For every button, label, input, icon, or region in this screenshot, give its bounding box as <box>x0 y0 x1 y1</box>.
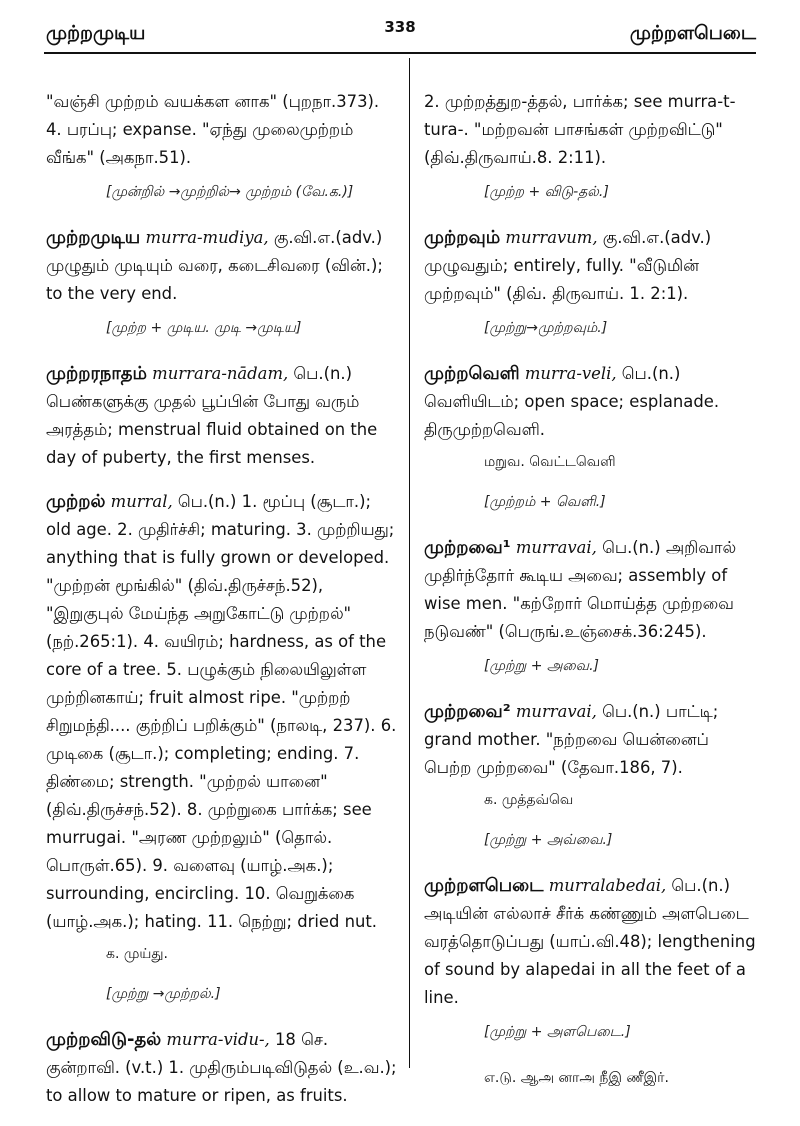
column-divider <box>409 58 410 1068</box>
page-number: 338 <box>384 18 416 36</box>
headword: முற்றல் <box>46 491 106 512</box>
running-head-left: முற்றமுடிய <box>46 22 146 44</box>
etymology: [முற்று + அளபெடை.] <box>484 1024 631 1040</box>
definition: கு.வி.எ.(adv.) முழுவதும்; entirely, fully. "வீடுமின் முற்றவும்" (திவ். திருவாய். 1. 2:1). <box>424 228 712 303</box>
cognate: க. முத்தவ்வெ <box>484 792 574 808</box>
etymology: [முற்று + அவை.] <box>484 658 599 674</box>
dictionary-entry <box>424 360 760 516</box>
dictionary-entry <box>46 1026 398 1110</box>
transliteration: murravum, <box>505 228 598 247</box>
definition: பெ.(n.) வெளியிடம்; open space; esplanade. திருமுற்றவெளி. <box>424 364 720 439</box>
etymology: [முற்று→முற்றவும்.] <box>484 320 608 336</box>
headword: முற்றரநாதம் <box>46 363 147 384</box>
definition: 18 செ. குன்றாவி. (v.t.) 1. முதிரும்படிவிடுதல் (உ.வ.); to allow to mature or ripen, as fruits. <box>46 1030 397 1105</box>
dictionary-entry <box>46 488 398 1008</box>
headword: முற்றமுடிய <box>46 227 141 248</box>
etymology: [முற்றம் + வெளி.] <box>484 494 606 510</box>
transliteration: murral, <box>110 492 173 511</box>
example: எ.டு. ஆஅ னாஅ நீஇ ணீஇர். <box>484 1070 669 1086</box>
transliteration: murravai, <box>515 702 597 721</box>
transliteration: murra-mudiya, <box>145 228 269 247</box>
definition: பெ.(n.) பாட்டி; grand mother. "நற்றவை யென்னைப் பெற்ற முற்றவை" (தேவா.186, 7). <box>424 702 719 777</box>
transliteration: murra-vidu-, <box>166 1030 270 1049</box>
dictionary-entry <box>424 534 760 680</box>
headword: முற்றவிடு-தல் <box>46 1029 162 1050</box>
definition: பெ.(n.) 1. மூப்பு (சூடா.); old age. 2. முதிர்ச்சி; maturing. 3. முற்றியது; anything that is fully grown or developed. "முற்றன் மூங்கில்" (திவ்.திருச்சந்.52), "இறுகுபுல் மேய்ந்த அறுகோட்டு முற்றல்" (நற்.265:1). 4. வயிரம்; hardness, as of the core of a tree. 5. பழுக்கும் நிலையிலுள்ள முற்றினகாய்; fruit almost ripe. "முற்றற் சிறுமந்தி.... குற்றிப் பறிக்கும்" (நாலடி, 237). 6. முடிகை (சூடா.); completing; ending. 7. திண்மை; strength. "முற்றல் யானை" (திவ்.திருச்சந்.52). 8. முற்றுகை பார்க்க; see murrugai. "அரண முற்றலும்" (தொல். பொருள்.65). 9. வளைவு (யாழ்.அக.); surrounding, encircling. 10. வெறுக்கை (யாழ்.அக.); hating. 11. நெற்று; dried nut. <box>46 492 397 931</box>
dictionary-entry <box>46 360 398 472</box>
definition: பெ.(n.) அடியின் எல்லாச் சீர்க் கண்ணும் அளபெடை வரத்தொடுப்பது (யாப்.வி.48); lengthening of sound by alapedai in all the feet of a line. <box>424 876 756 1007</box>
dictionary-entry <box>46 224 398 342</box>
etymology: [முற்று →முற்றல்.] <box>106 986 221 1002</box>
running-head-right: முற்றளபெடை <box>629 22 756 44</box>
transliteration: murravai, <box>515 538 597 557</box>
etymology: [முற்ற + விடு-தல்.] <box>484 184 609 200</box>
headword: முற்றவை² <box>424 701 511 722</box>
headword: முற்றவெளி <box>424 363 520 384</box>
etymology: [முற்ற + முடிய. முடி →முடிய] <box>106 320 302 336</box>
etymology: [முன்றில் →முற்றில்→ முற்றம் (வே.க.)] <box>106 184 354 200</box>
left-column <box>46 88 398 1126</box>
headword: முற்றவை¹ <box>424 537 511 558</box>
definition: கு.வி.எ.(adv.) முழுதும் முடியும் வரை, கடைசிவரை (வின்.); to the very end. <box>46 228 383 303</box>
transliteration: murralabedai, <box>548 876 667 895</box>
right-column <box>424 88 760 1108</box>
continued-definition: 2. முற்றத்துற-த்தல், பார்க்க; see murra-t-tura-. "மற்றவன் பாசங்கள் முற்றவிட்டு" (திவ்.திருவாய்.8. 2:11). <box>424 92 736 167</box>
headword: முற்றளபெடை <box>424 875 544 896</box>
transliteration: murrara-nādam, <box>152 364 289 383</box>
dictionary-entry <box>424 872 760 1092</box>
definition: பெ.(n.) பெண்களுக்கு முதல் பூப்பின் போது வரும் அரத்தம்; menstrual fluid obtained on the day of puberty, the first menses. <box>46 364 378 467</box>
continued-definition: "வஞ்சி முற்றம் வயக்கள னாக" (புறநா.373). 4. பரப்பு; expanse. "ஏந்து முலைமுற்றம் வீங்க" (அகநா.51). <box>46 92 380 167</box>
definition: பெ.(n.) அறிவால் முதிர்ந்தோர் கூடிய அவை; assembly of wise men. "கற்றோர் மொய்த்த முற்றவை நடுவண்" (பெருங்.உஞ்சைக்.36:245). <box>424 538 737 641</box>
dictionary-entry <box>424 224 760 342</box>
cognate: க. முய்து. <box>106 946 168 962</box>
transliteration: murra-veli, <box>524 364 617 383</box>
synonym: மறுவ. வெட்டவெளி <box>484 454 616 470</box>
headword: முற்றவும் <box>424 227 501 248</box>
etymology: [முற்று + அவ்வை.] <box>484 832 613 848</box>
header-rule <box>44 52 756 54</box>
dictionary-entry <box>424 698 760 854</box>
